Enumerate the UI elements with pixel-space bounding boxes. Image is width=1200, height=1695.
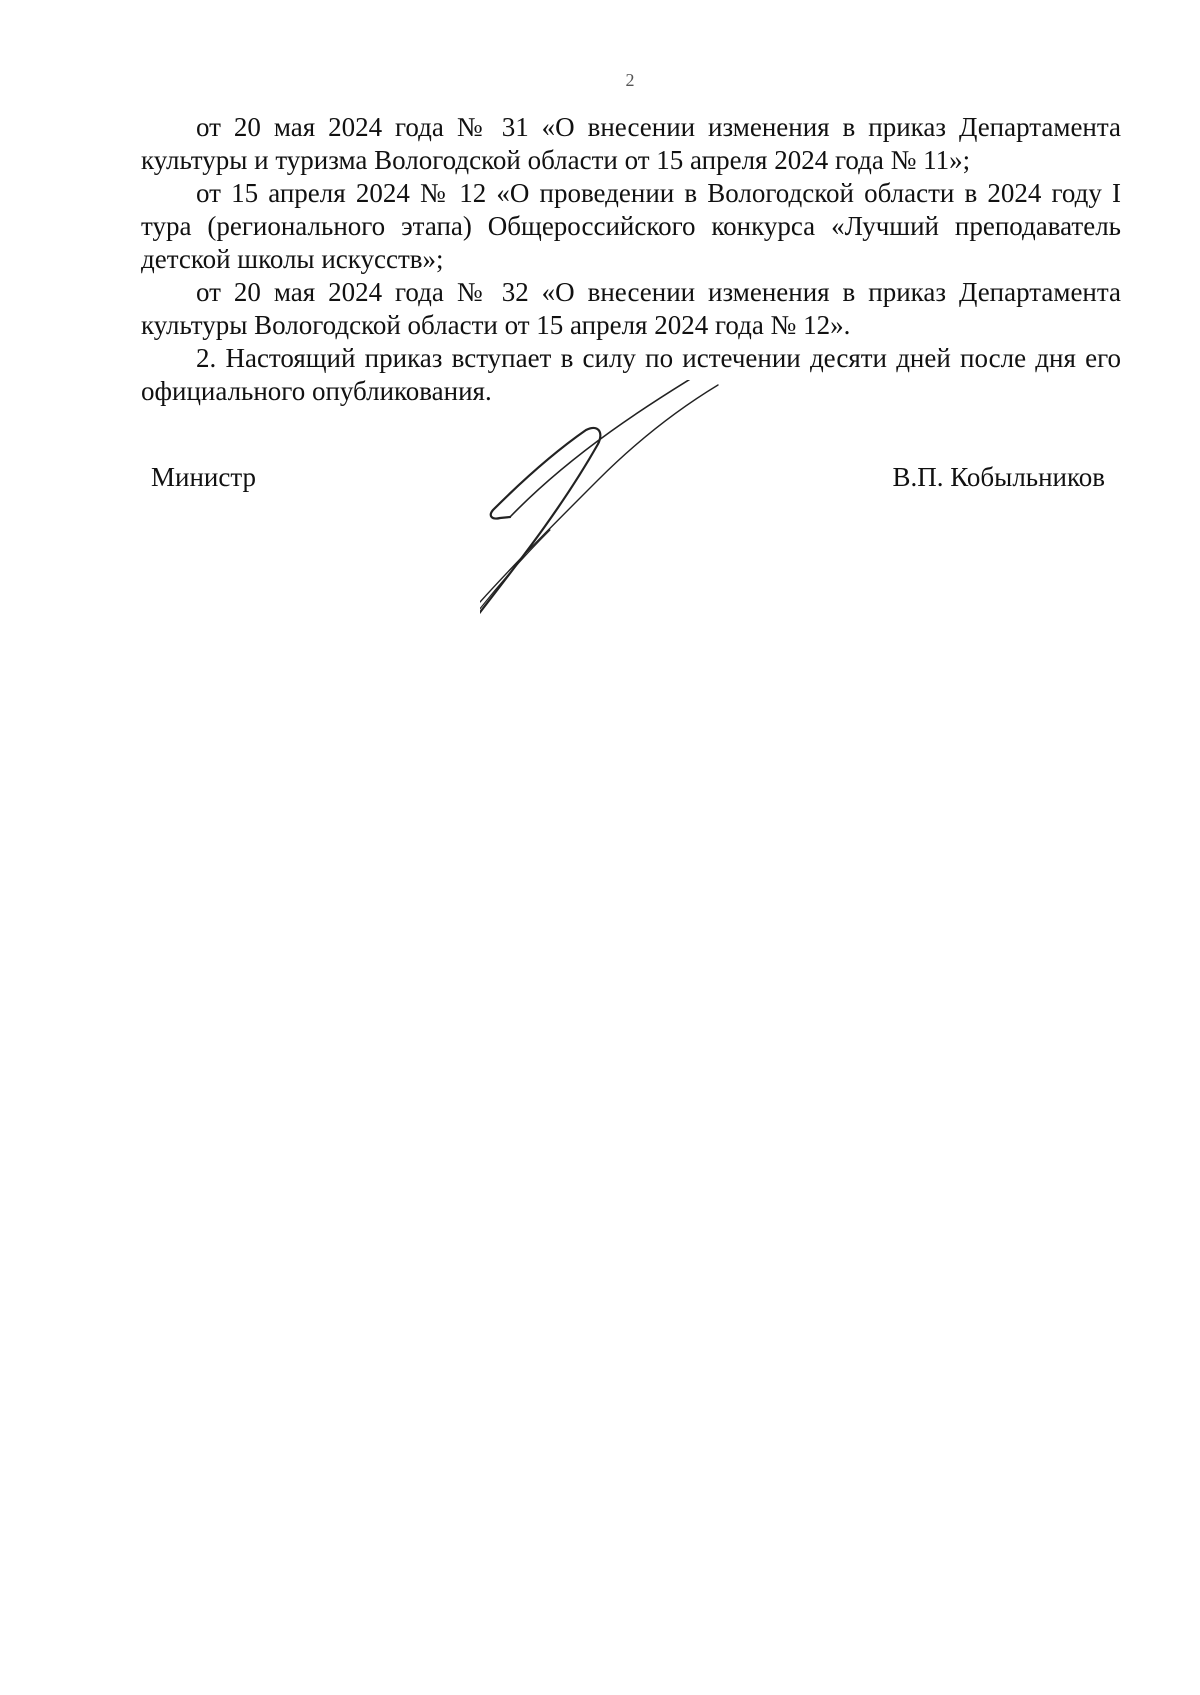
signatory-name: В.П. Кобыльников [892, 462, 1105, 492]
paragraph-effective-date: 2. Настоящий приказ вступает в силу по истечении десяти дней после дня его официального опубликования. [141, 343, 1121, 406]
handwritten-signature [480, 380, 820, 660]
paragraph-order-12: от 15 апреля 2024 № 12 «О проведении в Вологодской области в 2024 году I тура (регионального этапа) Общероссийского конкурса «Лучший преподаватель детской школы искусств»; [141, 178, 1121, 274]
paragraph-order-31: от 20 мая 2024 года № 31 «О внесении изменения в приказ Департамента культуры и туризма Вологодской области от 15 апреля 2024 года № 11»; [141, 112, 1121, 175]
document-body [141, 111, 1121, 408]
signature-block [141, 462, 1121, 502]
paragraph-order-32: от 20 мая 2024 года № 32 «О внесении изменения в приказ Департамента культуры Вологодской области от 15 апреля 2024 года № 12». [141, 277, 1121, 340]
page-number: 2 [625, 70, 635, 90]
signatory-title: Министр [151, 462, 256, 492]
